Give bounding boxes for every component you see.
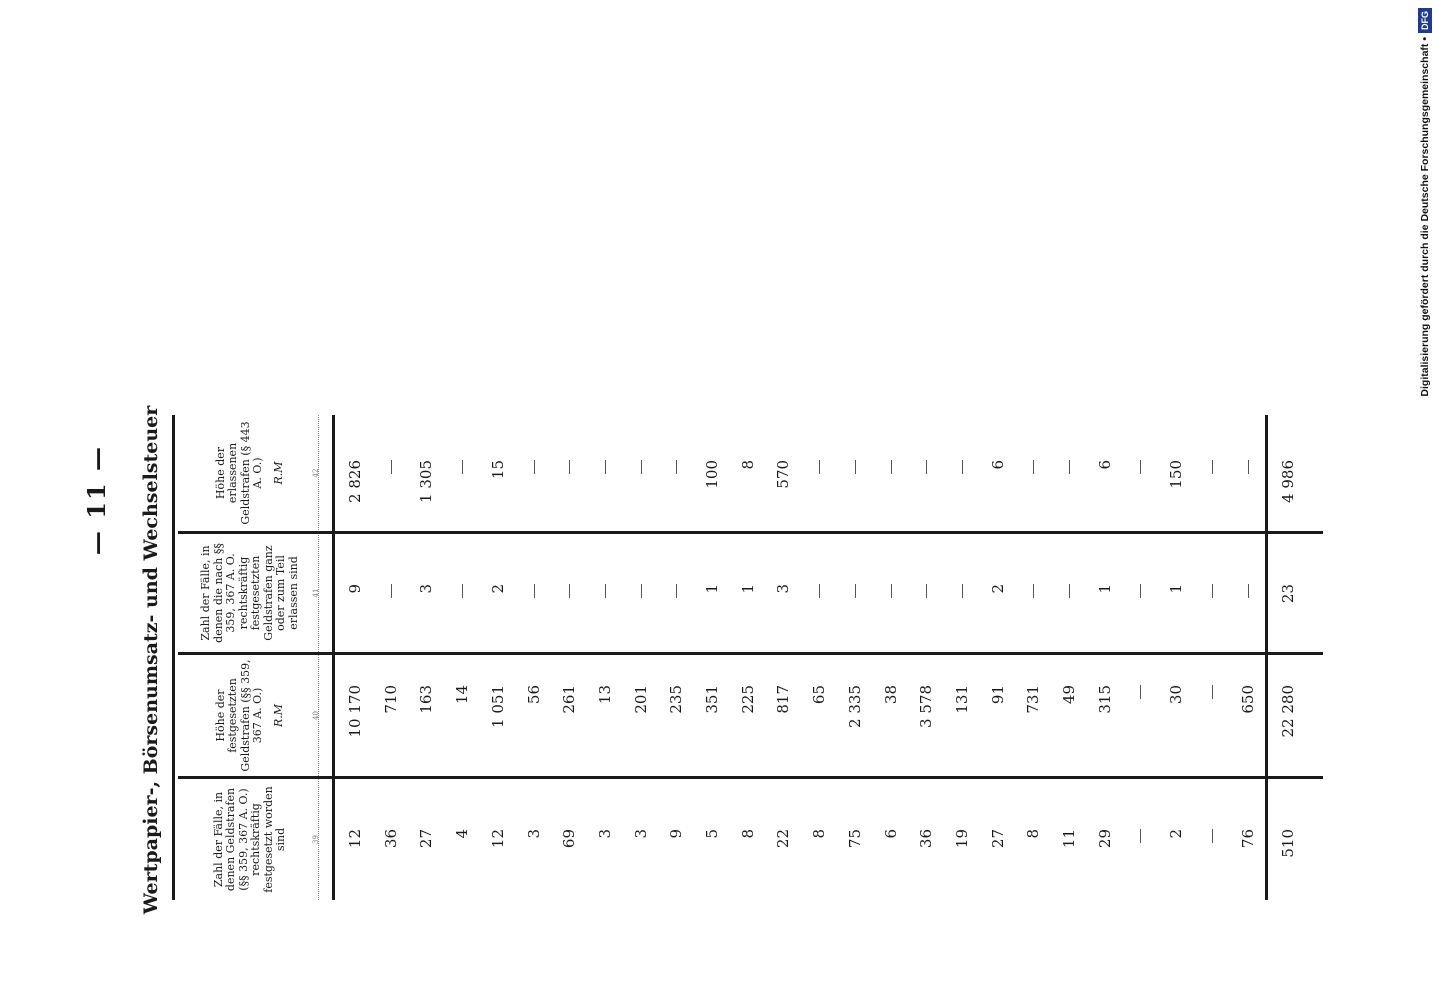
table-cell: 65 <box>810 685 829 705</box>
table-cell: 3 <box>774 584 793 594</box>
empty-dash <box>962 584 963 598</box>
table-cell: 3 <box>595 829 614 839</box>
table-cell: 3 578 <box>917 685 936 728</box>
table-cell: 2 <box>1167 829 1186 839</box>
column-number: 40 <box>312 711 320 720</box>
total-cell: 22 280 <box>1279 685 1297 738</box>
table-cell: 201 <box>631 685 650 714</box>
digitization-note <box>1415 8 1434 397</box>
table-cell: 710 <box>381 685 400 714</box>
table-cell: 261 <box>560 685 579 714</box>
col-divider-2 <box>178 652 1323 655</box>
table-cell: 9 <box>346 584 364 594</box>
table-cell: 19 <box>952 829 971 849</box>
table-cell: 29 <box>1095 829 1114 849</box>
table-cell: 8 <box>738 460 757 470</box>
col-divider-3 <box>178 531 1323 534</box>
col-divider-1 <box>178 776 1323 779</box>
empty-dash <box>1212 829 1213 843</box>
table-cell: 817 <box>774 685 793 714</box>
empty-dash <box>605 460 606 474</box>
table-cell: 1 <box>738 584 757 594</box>
empty-dash <box>855 460 856 474</box>
empty-dash <box>605 584 606 598</box>
column-number: 39 <box>312 835 320 844</box>
empty-dash <box>1212 584 1213 598</box>
empty-dash <box>926 584 927 598</box>
empty-dash <box>391 584 392 598</box>
empty-dash <box>962 460 963 474</box>
table-cell: 6 <box>1095 460 1114 470</box>
table-cell: 22 <box>774 829 793 849</box>
dfg-logo: DFG <box>1418 8 1432 33</box>
empty-dash <box>676 460 677 474</box>
empty-dash <box>676 584 677 598</box>
table-cell: 3 <box>417 584 436 594</box>
empty-dash <box>391 460 392 474</box>
column-header-text: Zahl der Fälle, in denen die nach §§ 359, 367 A. O. rechtskräftig festgesetzten Geldstrafen ganz oder zum Teil erlassen sind <box>199 543 300 643</box>
table-cell: 1 <box>703 584 721 594</box>
table-cell: 225 <box>738 685 757 714</box>
table-cell: 8 <box>810 829 829 839</box>
table-cell: 27 <box>417 829 436 849</box>
column-header-text: Höhe der erlassenen Geldstrafen (§ 443 A. O.) <box>213 421 265 525</box>
empty-dash <box>1069 584 1070 598</box>
empty-dash <box>534 584 535 598</box>
empty-dash <box>569 460 570 474</box>
empty-dash <box>855 584 856 598</box>
table-cell: 91 <box>988 685 1007 705</box>
table-cell: 76 <box>1238 829 1257 849</box>
table-cell: 150 <box>1167 460 1186 489</box>
empty-dash <box>819 460 820 474</box>
table-cell: 12 <box>346 829 364 849</box>
empty-dash <box>569 584 570 598</box>
table-cell: 15 <box>488 460 507 480</box>
table-cell: 56 <box>524 685 543 705</box>
table-cell: 6 <box>988 460 1007 470</box>
column-unit: R.M <box>271 461 285 485</box>
table-cell: 650 <box>1238 685 1257 714</box>
table-cell: 1 <box>1167 584 1186 594</box>
table-cell: 570 <box>774 460 793 489</box>
table-cell: 315 <box>1095 685 1114 714</box>
table-cell: 8 <box>738 829 757 839</box>
empty-dash <box>534 460 535 474</box>
column-header-4 <box>180 419 320 527</box>
table-cell: 235 <box>667 685 686 714</box>
column-header-1 <box>180 783 320 896</box>
table-cell: 27 <box>988 829 1007 849</box>
total-cell: 4 986 <box>1279 460 1297 503</box>
digitization-text: Digitalisierung gefördert durch die Deutsche Forschungsgemeinschaft • <box>1419 37 1431 397</box>
table-cell: 8 <box>1024 829 1043 839</box>
table-cell: 731 <box>1024 685 1043 714</box>
table-cell: 14 <box>453 685 472 705</box>
table-cell: 30 <box>1167 685 1186 705</box>
empty-dash <box>1033 584 1034 598</box>
column-header-3 <box>180 538 320 648</box>
empty-dash <box>1140 460 1141 474</box>
table-cell: 2 <box>988 584 1007 594</box>
column-header-2 <box>180 659 320 772</box>
column-header-text: Zahl der Fälle, in denen Geldstrafen (§§ 359, 367 A. O.) rechtskräftig festgesetzt worden sind <box>211 786 287 893</box>
empty-dash <box>1140 685 1141 699</box>
empty-dash <box>462 460 463 474</box>
empty-dash <box>926 460 927 474</box>
table-cell: 11 <box>1060 829 1078 849</box>
column-number: 42 <box>312 468 320 478</box>
empty-dash <box>1212 460 1213 474</box>
table-cell: 1 305 <box>417 460 436 503</box>
table-cell: 2 <box>488 584 507 594</box>
table-cell: 131 <box>952 685 971 714</box>
empty-dash <box>819 584 820 598</box>
empty-dash <box>1069 460 1070 474</box>
table-cell: 13 <box>595 685 614 705</box>
table-cell: 36 <box>917 829 936 849</box>
table-cell: 6 <box>881 829 900 839</box>
table-cell: 351 <box>703 685 721 714</box>
empty-dash <box>462 584 463 598</box>
empty-dash <box>1033 460 1034 474</box>
column-unit: R.M <box>271 703 285 728</box>
table-cell: 3 <box>631 829 650 839</box>
table-cell: 163 <box>417 685 436 714</box>
totals-rule <box>1265 415 1268 900</box>
total-cell: 510 <box>1279 829 1297 858</box>
page-number: — 11 — <box>82 444 111 556</box>
table-cell: 75 <box>845 829 864 849</box>
empty-dash <box>1140 584 1141 598</box>
table-cell: 2 335 <box>845 685 864 728</box>
table-cell: 12 <box>488 829 507 849</box>
empty-dash <box>641 584 642 598</box>
table-cell: 49 <box>1060 685 1078 705</box>
table-cell: 9 <box>667 829 686 839</box>
table-cell: 69 <box>560 829 579 849</box>
table-cell: 2 826 <box>346 460 364 503</box>
table-title: Wertpapier-, Börsenumsatz- und Wechselsteuer <box>140 405 162 915</box>
table-cell: 38 <box>881 685 900 705</box>
empty-dash <box>1248 584 1249 598</box>
empty-dash <box>1212 685 1213 699</box>
empty-dash <box>641 460 642 474</box>
empty-dash <box>891 584 892 598</box>
table-cell: 36 <box>381 829 400 849</box>
table-cell: 3 <box>524 829 543 839</box>
column-header-text: Höhe der festgesetzten Geldstrafen (§§ 359, 367 A. O.) <box>213 659 265 772</box>
empty-dash <box>891 460 892 474</box>
table-cell: 1 051 <box>488 685 507 728</box>
column-number: 41 <box>312 588 320 598</box>
empty-dash <box>1140 829 1141 843</box>
empty-dash <box>1248 460 1249 474</box>
table-cell: 1 <box>1095 584 1114 594</box>
table-cell: 4 <box>453 829 472 839</box>
header-bottom-rule <box>332 415 335 900</box>
table-cell: 100 <box>703 460 721 489</box>
table-cell: 5 <box>703 829 721 839</box>
total-cell: 23 <box>1279 584 1297 604</box>
title-rule <box>172 415 175 900</box>
table-cell: 10 170 <box>346 685 364 738</box>
